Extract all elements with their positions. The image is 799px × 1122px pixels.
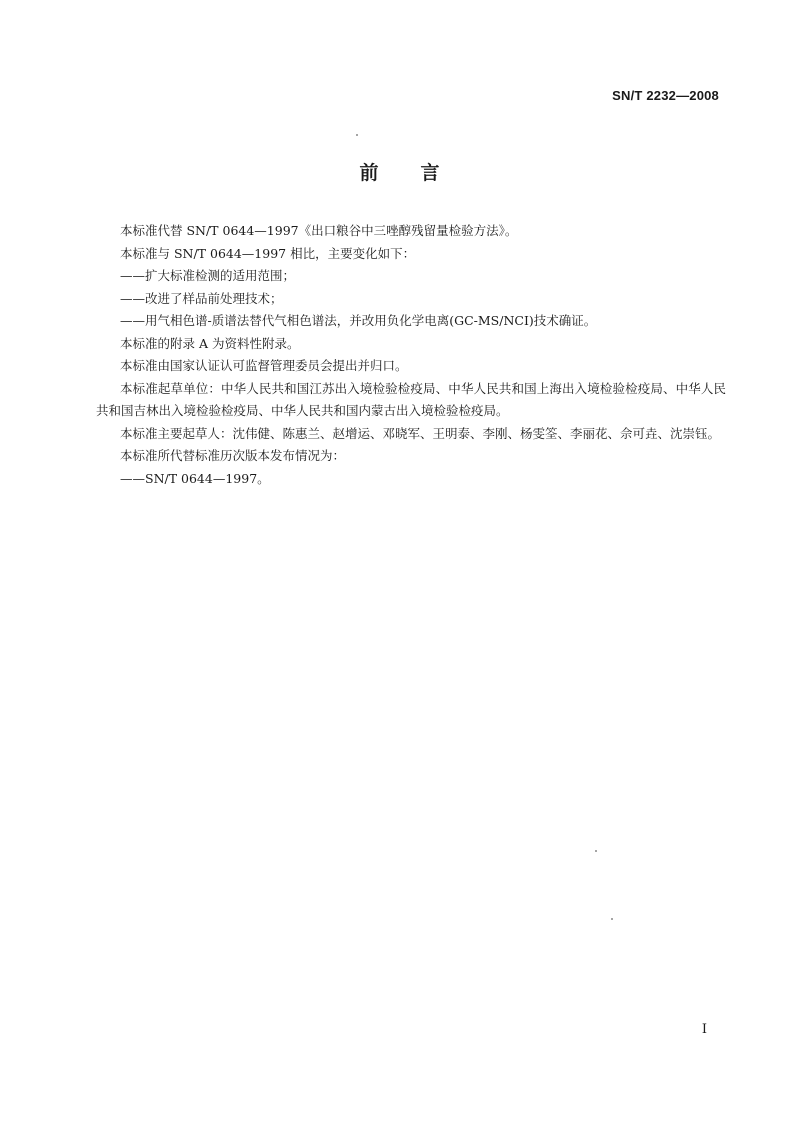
scan-speck xyxy=(356,134,358,136)
paragraph-drafting-units: 本标准起草单位：中华人民共和国江苏出入境检验检疫局、中华人民共和国上海出入境检验检疫局、中华人民共和国吉林出入境检验检疫局、中华人民共和国内蒙古出入境检验检疫局。 xyxy=(96,380,726,418)
title-char-1: 前 xyxy=(359,162,379,184)
paragraph-change-1: ——扩大标准检测的适用范围； xyxy=(120,268,296,283)
paragraph-replaces: 本标准代替 SN/T 0644—1997《出口粮谷中三唑醇残留量检验方法》。 xyxy=(120,223,518,238)
paragraph-annex: 本标准的附录 A 为资料性附录。 xyxy=(120,335,300,351)
paragraph-changes-intro: 本标准与 SN/T 0644—1997 相比，主要变化如下： xyxy=(120,245,416,261)
paragraph-proposer: 本标准由国家认证认可监督管理委员会提出并归口。 xyxy=(120,358,408,373)
paragraph-history-intro: 本标准所代替标准历次版本发布情况为： xyxy=(120,448,346,463)
paragraph-change-2: ——改进了样品前处理技术； xyxy=(120,290,283,306)
paragraph-history-1: ——SN/T 0644—1997。 xyxy=(120,470,270,486)
title-char-2: 言 xyxy=(420,162,440,184)
page-title xyxy=(0,158,799,185)
scan-speck xyxy=(611,918,613,920)
page-number: I xyxy=(701,1022,707,1037)
document-code: SN/T 2232—2008 xyxy=(612,88,719,103)
scan-speck xyxy=(595,850,597,852)
paragraph-change-3: ——用气相色谱-质谱法替代气相色谱法，并改用负化学电离(GC-MS/NCI)技术确证。 xyxy=(120,313,597,328)
foreword-body xyxy=(96,220,726,490)
paragraph-drafters: 本标准主要起草人：沈伟健、陈惠兰、赵增运、邓晓军、王明泰、李刚、杨雯筌、李丽花、佘可垚、沈崇钰。 xyxy=(120,425,721,441)
